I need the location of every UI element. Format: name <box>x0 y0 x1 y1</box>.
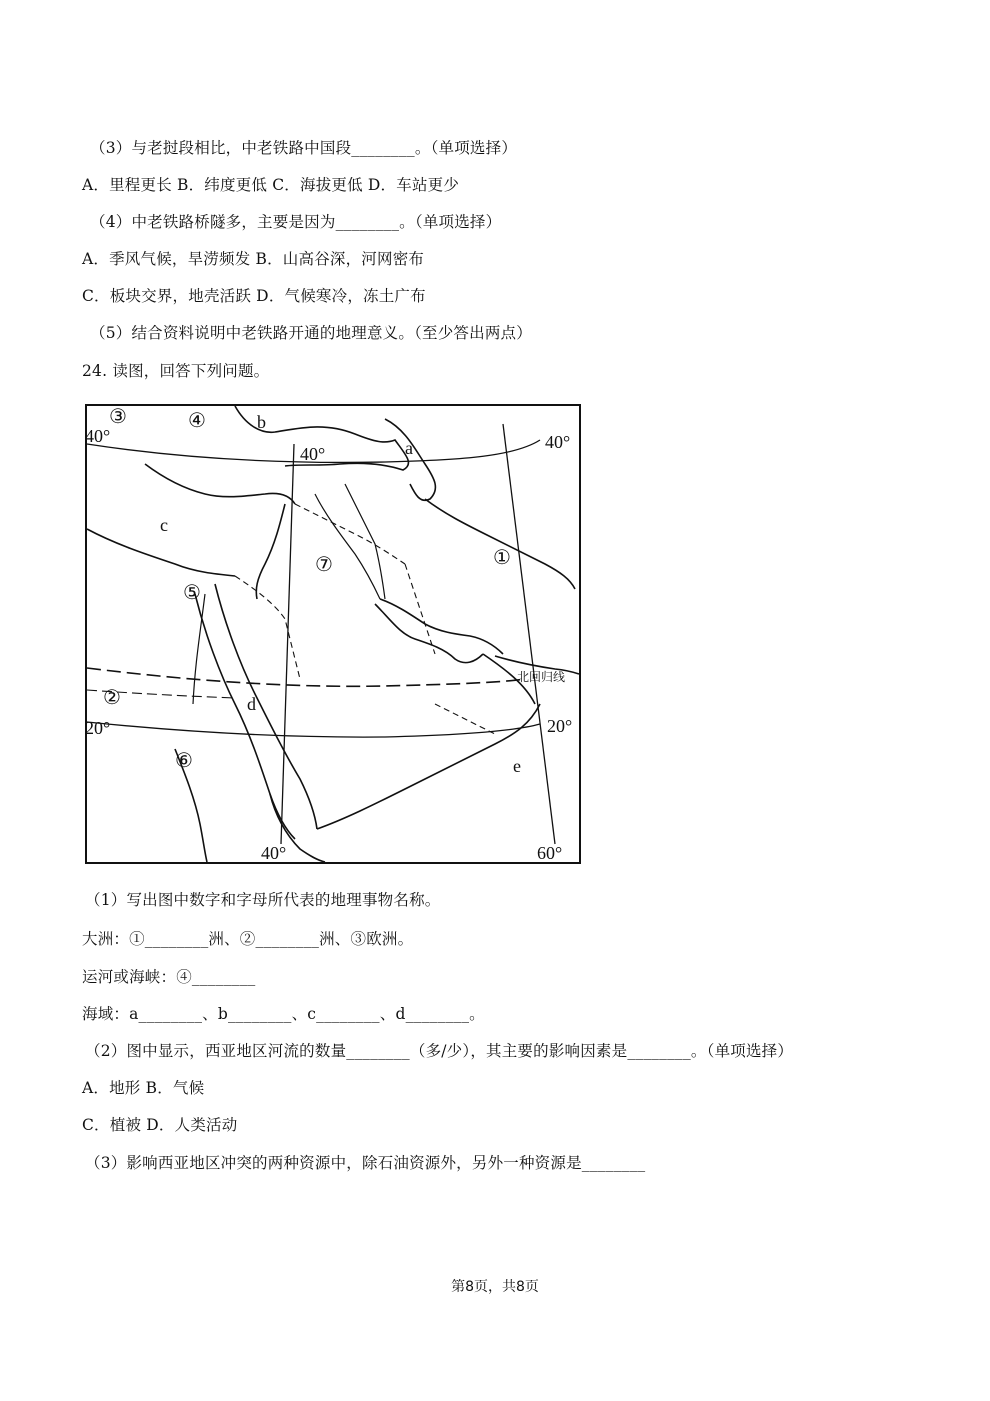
sub-question-1: （1）写出图中数字和字母所代表的地理事物名称。 <box>85 891 441 909</box>
page-footer: 第8页，共8页 <box>451 1279 539 1295</box>
letter-e: e <box>513 756 521 776</box>
question-4: （4）中老铁路桥隧多，主要是因为________。（单项选择） <box>90 213 502 231</box>
sub-question-3: （3）影响西亚地区冲突的两种资源中，除石油资源外，另外一种资源是________ <box>85 1154 646 1172</box>
letter-b: b <box>257 412 266 432</box>
question-4-options-1: A．季风气候，旱涝频发 B．山高谷深，河网密布 <box>82 250 425 268</box>
question-3-options: A．里程更长 B．纬度更低 C．海拔更低 D．车站更少 <box>82 176 460 194</box>
question-5: （5）结合资料说明中老铁路开通的地理意义。（至少答出两点） <box>90 324 532 342</box>
west-asia-map <box>85 404 581 864</box>
label-lat-20-right: 20° <box>547 716 573 736</box>
label-tropic: 北回归线 <box>517 670 566 684</box>
marker-6: ⑥ <box>175 750 193 772</box>
answer-continents: 大洲：①________洲、②________洲、③欧洲。 <box>82 930 414 948</box>
letter-d: d <box>247 694 256 714</box>
answer-canal: 运河或海峡：④________ <box>82 968 256 986</box>
sub-question-2-options-1: A．地形 B．气候 <box>82 1079 205 1097</box>
question-4-options-2: C．板块交界，地壳活跃 D．气候寒冷，冻土广布 <box>82 287 426 305</box>
label-lon-60: 60° <box>537 843 563 863</box>
label-lat-20-left: 20° <box>85 718 111 738</box>
question-3: （3）与老挝段相比，中老铁路中国段________。（单项选择） <box>90 139 518 157</box>
marker-4: ④ <box>188 410 206 432</box>
marker-3: ③ <box>109 406 127 428</box>
letter-c: c <box>160 515 168 535</box>
label-lat-40-mid: 40° <box>300 444 326 464</box>
label-lat-40-right: 40° <box>545 432 571 452</box>
marker-5: ⑤ <box>183 582 201 604</box>
marker-7: ⑦ <box>315 554 333 576</box>
answer-seas: 海域：a________、b________、c________、d________。 <box>82 1005 485 1023</box>
label-lon-40: 40° <box>261 843 287 863</box>
sub-question-2: （2）图中显示，西亚地区河流的数量________（多/少），其主要的影响因素是________。（单项选择） <box>85 1042 794 1060</box>
sub-question-2-options-2: C．植被 D．人类活动 <box>82 1116 238 1134</box>
marker-1: ① <box>493 547 511 569</box>
label-lat-40-left: 40° <box>85 426 111 446</box>
question-24-title: 24. 读图，回答下列问题。 <box>82 362 270 380</box>
letter-a: a <box>405 438 413 458</box>
marker-2: ② <box>103 687 121 709</box>
